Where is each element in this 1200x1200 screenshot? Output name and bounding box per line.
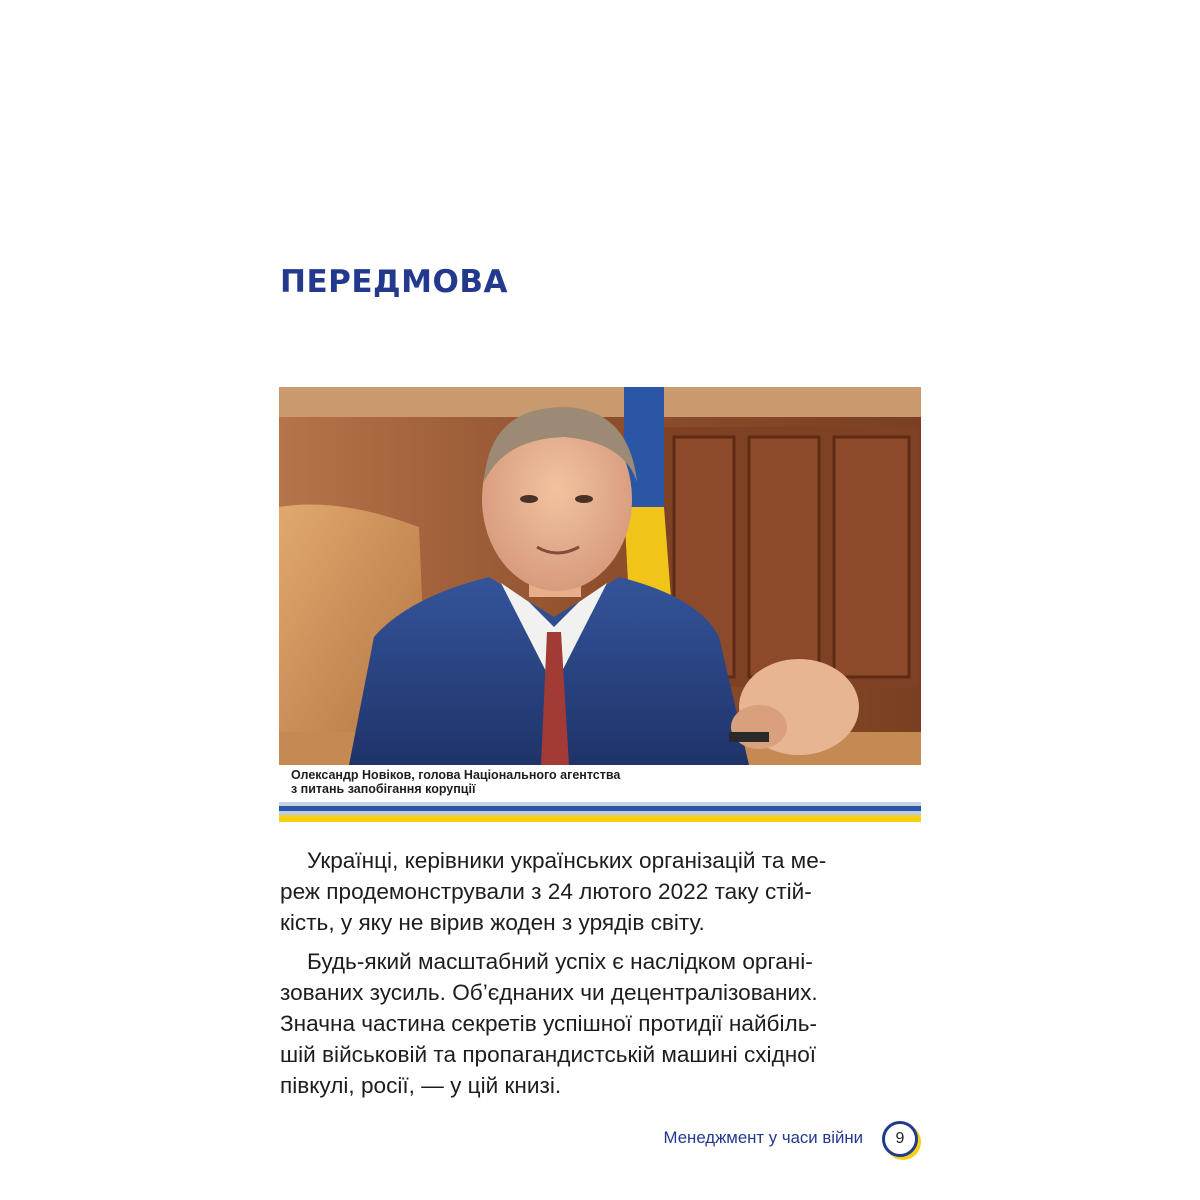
page-title: ПЕРЕДМОВА [280,264,508,300]
body-text [280,845,921,1109]
portrait-photo [279,387,921,765]
footer-book-title: Менеджмент у часи війни [663,1128,863,1147]
body-paragraph: Українці, керівники українських організацій та ме- реж продемонстрували з 24 лютого 2022 таку стій- кість, у яку не вірив жоден з урядів світу. [280,848,827,936]
photo-caption [291,768,891,796]
body-paragraph: Будь-який масштабний успіх є наслідком органі- зованих зусиль. Об’єднаних чи децентралізованих. Значна частина секретів успішної протидії найбіль- шій військовій та пропагандистській машині східної півкулі, росії, — у цій книзі. [280,948,818,1099]
photo-caption-line: Олександр Новіков, голова Національного агентства [291,768,621,782]
photo-caption-line: з питань запобігання корупції [291,782,476,796]
page-number: 9 [882,1121,918,1157]
flag-stripe-divider [279,802,921,822]
